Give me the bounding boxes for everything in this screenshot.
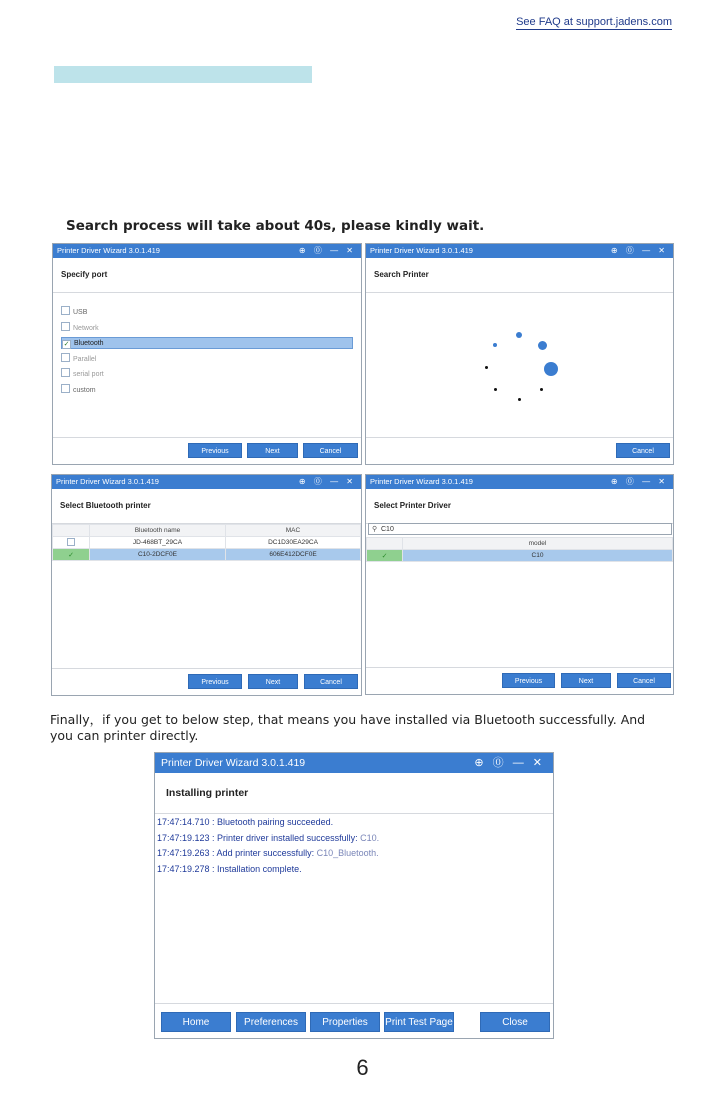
mac-cell: DC1D30EA29CA xyxy=(226,537,361,549)
port-option-label: custom xyxy=(73,386,96,394)
completion-paragraph: Finally，if you get to below step, that means you have installed via Bluetooth successfully. And you can printer directly. xyxy=(50,712,646,743)
properties-button[interactable]: Properties xyxy=(310,1012,380,1032)
row-checkbox[interactable] xyxy=(367,550,403,562)
wizard-window-search-printer xyxy=(365,243,674,465)
footer xyxy=(366,437,673,464)
bluetooth-device-table xyxy=(52,524,361,561)
wizard-window-select-driver xyxy=(365,474,674,695)
log-text: 17:47:19.278 : Installation complete. xyxy=(157,863,302,874)
title-bar xyxy=(366,475,673,489)
close-button[interactable]: Close xyxy=(480,1012,550,1032)
log-line xyxy=(157,862,379,878)
cancel-button[interactable]: Cancel xyxy=(303,443,358,458)
port-option-label: Bluetooth xyxy=(74,340,104,347)
window-title: Printer Driver Wizard 3.0.1.419 xyxy=(370,477,473,486)
footer xyxy=(366,667,673,694)
log-value: C10_Bluetooth. xyxy=(316,848,379,858)
log-text: 17:47:19.123 : Printer driver installed successfully: xyxy=(157,832,361,843)
port-option[interactable] xyxy=(61,337,353,349)
install-log xyxy=(157,815,379,877)
checkbox-icon[interactable] xyxy=(61,322,70,331)
checkbox-icon xyxy=(67,538,75,546)
title-bar xyxy=(155,753,553,773)
table-header xyxy=(367,538,673,550)
port-option-label: USB xyxy=(73,309,88,316)
window-controls[interactable]: ⊕ ⓪ — ✕ xyxy=(474,757,545,769)
model-cell: C10 xyxy=(403,550,673,562)
page-title: Installing printer xyxy=(155,773,553,814)
home-button[interactable]: Home xyxy=(161,1012,231,1032)
log-line xyxy=(157,846,379,862)
print-test-page-button[interactable]: Print Test Page xyxy=(384,1012,454,1032)
footer xyxy=(52,668,361,695)
window-title: Printer Driver Wizard 3.0.1.419 xyxy=(56,477,159,486)
faq-link[interactable]: See FAQ at support.jadens.com xyxy=(516,16,672,28)
row-checkbox[interactable] xyxy=(53,537,90,549)
cancel-button[interactable]: Cancel xyxy=(617,673,671,688)
row-checkbox[interactable] xyxy=(53,549,90,561)
log-text: 17:47:14.710 : Bluetooth pairing succeeded. xyxy=(157,817,334,827)
window-title: Printer Driver Wizard 3.0.1.419 xyxy=(370,246,473,255)
column-header: Bluetooth name xyxy=(90,525,226,537)
table-row[interactable] xyxy=(53,537,361,549)
footer xyxy=(155,1003,553,1038)
column-header: MAC xyxy=(226,525,361,537)
column-header xyxy=(53,525,90,537)
port-option[interactable] xyxy=(61,306,353,318)
checkbox-icon[interactable] xyxy=(61,368,70,377)
column-header: model xyxy=(403,538,673,550)
previous-button[interactable]: Previous xyxy=(188,674,242,689)
check-icon: ✓ xyxy=(381,552,388,560)
page-number: 6 xyxy=(356,1055,369,1080)
search-icon: ⚲ xyxy=(372,526,378,533)
next-button[interactable]: Next xyxy=(561,673,611,688)
table-row[interactable] xyxy=(367,550,673,562)
checkbox-icon[interactable] xyxy=(61,384,70,393)
search-input[interactable] xyxy=(368,523,672,535)
port-option[interactable] xyxy=(61,322,353,334)
footer xyxy=(53,437,361,464)
window-controls[interactable]: ⊕ ⓪ — ✕ xyxy=(298,246,356,255)
wizard-window-select-bluetooth xyxy=(51,474,362,696)
table-row[interactable] xyxy=(53,549,361,561)
window-title: Printer Driver Wizard 3.0.1.419 xyxy=(57,246,160,255)
title-bar xyxy=(366,244,673,258)
check-icon: ✓ xyxy=(68,551,74,559)
log-line xyxy=(157,815,379,831)
title-bar xyxy=(53,244,361,258)
previous-button[interactable]: Previous xyxy=(502,673,555,688)
mac-cell: 606E412DCF0E xyxy=(226,549,361,561)
window-title: Printer Driver Wizard 3.0.1.419 xyxy=(161,757,306,769)
page-title: Search Printer xyxy=(366,258,673,293)
window-controls[interactable]: ⊕ ⓪ — ✕ xyxy=(610,246,668,255)
wizard-window-specify-port xyxy=(52,243,362,465)
cancel-button[interactable]: Cancel xyxy=(616,443,670,458)
preferences-button[interactable]: Preferences xyxy=(236,1012,306,1032)
port-option[interactable] xyxy=(61,353,353,365)
table-header xyxy=(53,525,361,537)
log-line xyxy=(157,831,379,847)
instruction-text: Search process will take about 40s, please kindly wait. xyxy=(66,218,485,234)
cancel-button[interactable]: Cancel xyxy=(304,674,358,689)
log-text: 17:47:19.263 : Add printer successfully: xyxy=(157,848,317,858)
page-title: Specify port xyxy=(53,258,361,293)
window-controls[interactable]: ⊕ ⓪ — ✕ xyxy=(610,477,668,486)
page-title: Select Printer Driver xyxy=(366,489,673,524)
previous-button[interactable]: Previous xyxy=(188,443,242,458)
next-button[interactable]: Next xyxy=(248,674,298,689)
port-option[interactable] xyxy=(61,368,353,380)
checkbox-icon[interactable] xyxy=(61,306,70,315)
next-button[interactable]: Next xyxy=(247,443,298,458)
checkbox-icon[interactable] xyxy=(61,353,70,362)
wizard-window-installing xyxy=(154,752,554,1039)
port-option-label: serial port xyxy=(73,371,104,378)
window-controls[interactable]: ⊕ ⓪ — ✕ xyxy=(298,477,356,486)
column-header xyxy=(367,538,403,550)
port-option-label: Network xyxy=(73,324,99,332)
page-title: Select Bluetooth printer xyxy=(52,489,361,524)
section-heading-bar xyxy=(54,66,312,83)
bluetooth-name-cell: C10-2DCF0E xyxy=(90,549,226,561)
driver-table xyxy=(366,537,673,562)
log-value: C10. xyxy=(360,832,380,843)
search-value: C10 xyxy=(381,526,394,533)
port-option[interactable] xyxy=(61,384,353,396)
title-bar xyxy=(52,475,361,489)
port-option-label: Parallel xyxy=(73,355,97,363)
bluetooth-name-cell: JD-468BT_29CA xyxy=(90,537,226,549)
checkbox-checked-icon[interactable]: ✓ xyxy=(63,341,70,348)
